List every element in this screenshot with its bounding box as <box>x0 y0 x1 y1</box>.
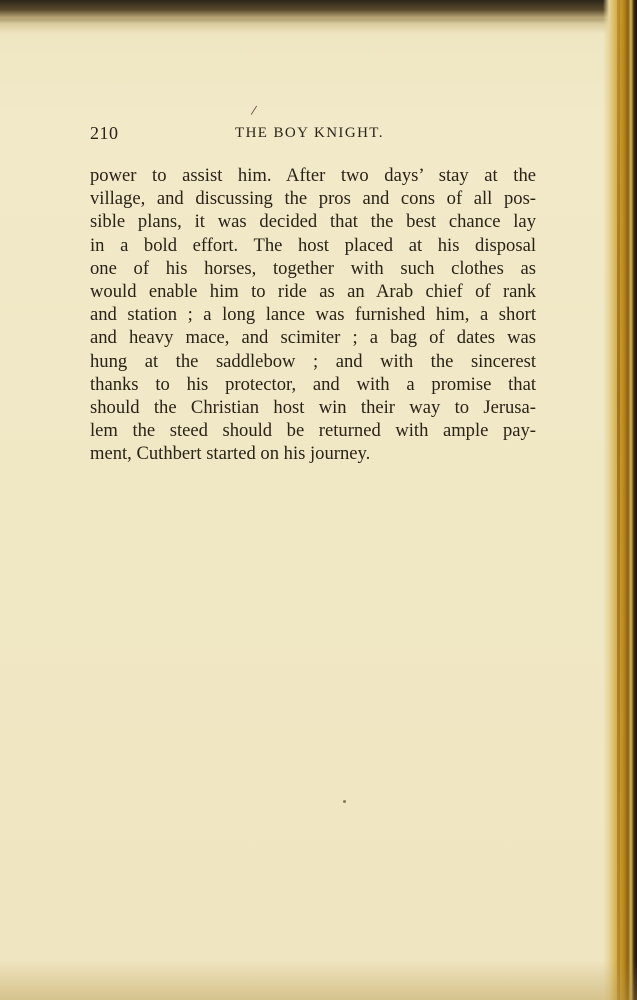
text-line: hung at the saddlebow ; and with the sincerest <box>90 350 536 372</box>
text-line: power to assist him. After two days’ stay at the <box>90 165 536 186</box>
text-line: in a bold effort. The host placed at his disposal <box>90 234 536 256</box>
text-line-last: ment, Cuthbert started on his journey. <box>90 443 371 465</box>
body-text <box>90 164 536 465</box>
stray-mark: / <box>250 102 258 118</box>
bottom-shade <box>0 960 637 1000</box>
text-line: one of his horses, together with such clothes as <box>90 257 536 279</box>
paper-speck <box>343 800 346 803</box>
text-line: village, and discussing the pros and cons of all pos- <box>90 188 536 210</box>
text-line: sible plans, it was decided that the best chance lay <box>90 211 536 233</box>
text-line: should the Christian host win their way to Jerusa- <box>90 396 536 418</box>
right-page-edge <box>603 0 637 1000</box>
text-line: thanks to his protector, and with a promise that <box>90 373 536 395</box>
running-head: THE BOY KNIGHT. <box>235 125 384 141</box>
text-line: and heavy mace, and scimiter ; a bag of dates was <box>90 327 536 349</box>
page-number: 210 <box>90 123 119 143</box>
page-header <box>90 123 542 147</box>
text-line: and station ; a long lance was furnished him, a short <box>90 304 536 326</box>
text-line: lem the steed should be returned with ample pay- <box>90 420 536 442</box>
text-line: would enable him to ride as an Arab chief of rank <box>90 280 536 302</box>
